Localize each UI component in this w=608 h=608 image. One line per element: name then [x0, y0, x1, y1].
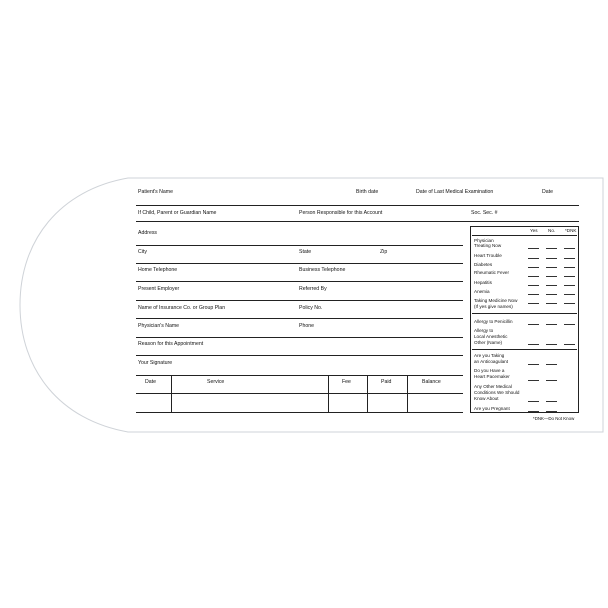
ledger-divider-3: [367, 375, 368, 412]
answer-blank: [546, 258, 557, 259]
telephone-rule: [136, 281, 463, 282]
header-rule: [136, 205, 579, 206]
ledger-divider-1: [171, 375, 172, 412]
no-column-header: No.: [548, 228, 556, 233]
ledger-header-rule: [136, 393, 463, 394]
rheumatic-fever-label: Rheumatic Fever: [474, 270, 509, 275]
policy-no-label: Policy No.: [299, 305, 323, 311]
answer-blank: [528, 285, 539, 286]
answer-blank: [546, 248, 557, 249]
heart-trouble-label: Heart Trouble: [474, 253, 502, 258]
medical-header-rule: [472, 235, 577, 236]
answer-blank: [528, 267, 539, 268]
answer-blank: [564, 285, 575, 286]
answer-blank: [546, 411, 557, 412]
soc-sec-label: Soc. Sec. #: [471, 210, 498, 216]
answer-blank: [528, 364, 539, 365]
taking-medicine-label: Taking Medicine Now: [474, 298, 518, 303]
answer-blank: [546, 267, 557, 268]
employer-rule: [136, 300, 463, 301]
physician-rule: [136, 337, 463, 338]
physician-name-label: Physician's Name: [138, 323, 180, 329]
business-telephone-label: Business Telephone: [299, 267, 346, 273]
medical-section-2-rule: [472, 349, 577, 350]
allergy-local-label: Allergy to: [474, 328, 494, 333]
phone-label: Phone: [299, 323, 315, 329]
referred-by-label: Referred By: [299, 286, 327, 292]
insurance-label: Name of Insurance Co. or Group Plan: [138, 305, 226, 311]
ledger-paid-header: Paid: [381, 379, 392, 385]
answer-blank: [564, 248, 575, 249]
present-employer-label: Present Employer: [138, 286, 180, 292]
diabetes-label: Diabetes: [474, 262, 493, 267]
address-label: Address: [138, 230, 158, 236]
ledger-date-header: Date: [145, 379, 156, 385]
ledger-bottom-rule: [136, 412, 463, 413]
ledger-divider-2: [328, 375, 329, 412]
answer-blank: [528, 276, 539, 277]
city-rule: [136, 263, 463, 264]
answer-blank: [546, 285, 557, 286]
pacemaker-label: Do you Have a: [474, 368, 505, 373]
ledger-fee-header: Fee: [342, 379, 351, 385]
other-conditions-label-2: Conditions We Should: [474, 390, 520, 395]
allergy-local-label-3: Other (Name): [474, 340, 503, 345]
pregnant-label: Are you Pregnant: [474, 406, 510, 411]
answer-blank: [528, 248, 539, 249]
anticoagulant-label: Are you Taking: [474, 353, 505, 358]
zip-label: Zip: [380, 249, 388, 255]
reason-label: Reason for this Appointment: [138, 341, 204, 347]
date-label: Date: [542, 189, 553, 195]
answer-blank: [546, 364, 557, 365]
answer-blank: [564, 294, 575, 295]
taking-medicine-label-2: (If yes give names): [474, 304, 513, 309]
hepatitis-label: Hepatitis: [474, 280, 492, 285]
answer-blank: [546, 294, 557, 295]
ledger-balance-header: Balance: [422, 379, 441, 385]
allergy-local-label-2: Local Anesthetic: [474, 334, 508, 339]
answer-blank: [528, 294, 539, 295]
ledger-top-rule: [136, 375, 463, 376]
allergy-penicillin-label: Allergy to Penicillin: [474, 319, 513, 324]
dnk-column-header: *DNK: [565, 228, 577, 233]
answer-blank: [564, 267, 575, 268]
anticoagulant-label-2: an Anticoagulant: [474, 359, 508, 364]
state-label: State: [299, 249, 312, 255]
pacemaker-label-2: Heart Pacemaker: [474, 374, 510, 379]
answer-blank: [564, 276, 575, 277]
answer-blank: [546, 324, 557, 325]
answer-blank: [564, 324, 575, 325]
city-label: City: [138, 249, 147, 255]
answer-blank: [528, 411, 539, 412]
birth-date-label: Birth date: [356, 189, 379, 195]
medical-section-1-rule: [472, 313, 577, 314]
other-conditions-label: Any Other Medical: [474, 384, 512, 389]
guardian-rule: [136, 221, 579, 222]
answer-blank: [528, 380, 539, 381]
anemia-label: Anemia: [474, 289, 490, 294]
answer-blank: [564, 303, 575, 304]
answer-blank: [528, 258, 539, 259]
reason-rule: [136, 355, 463, 356]
answer-blank: [564, 344, 575, 345]
answer-blank: [546, 380, 557, 381]
answer-blank: [528, 401, 539, 402]
signature-label: Your Signature: [138, 360, 173, 366]
answer-blank: [546, 401, 557, 402]
guardian-name-label: If Child, Parent or Guardian Name: [138, 210, 217, 216]
home-telephone-label: Home Telephone: [138, 267, 178, 273]
answer-blank: [528, 303, 539, 304]
responsible-person-label: Person Responsible for this Account: [299, 210, 383, 216]
physician-treating-label-2: Treating Now: [474, 243, 502, 248]
answer-blank: [528, 324, 539, 325]
last-exam-label: Date of Last Medical Examination: [416, 189, 494, 195]
answer-blank: [546, 276, 557, 277]
answer-blank: [546, 344, 557, 345]
insurance-rule: [136, 318, 463, 319]
physician-treating-label: Physician: [474, 238, 494, 243]
patients-name-label: Patient's Name: [138, 189, 174, 195]
other-conditions-label-3: Know About: [474, 396, 499, 401]
answer-blank: [546, 303, 557, 304]
answer-blank: [528, 344, 539, 345]
ledger-service-header: Service: [207, 379, 225, 385]
ledger-divider-4: [407, 375, 408, 412]
answer-blank: [564, 258, 575, 259]
address-rule: [136, 245, 463, 246]
dnk-footnote: *DNK—Do Not Know: [533, 416, 575, 421]
yes-column-header: Yes: [530, 228, 538, 233]
